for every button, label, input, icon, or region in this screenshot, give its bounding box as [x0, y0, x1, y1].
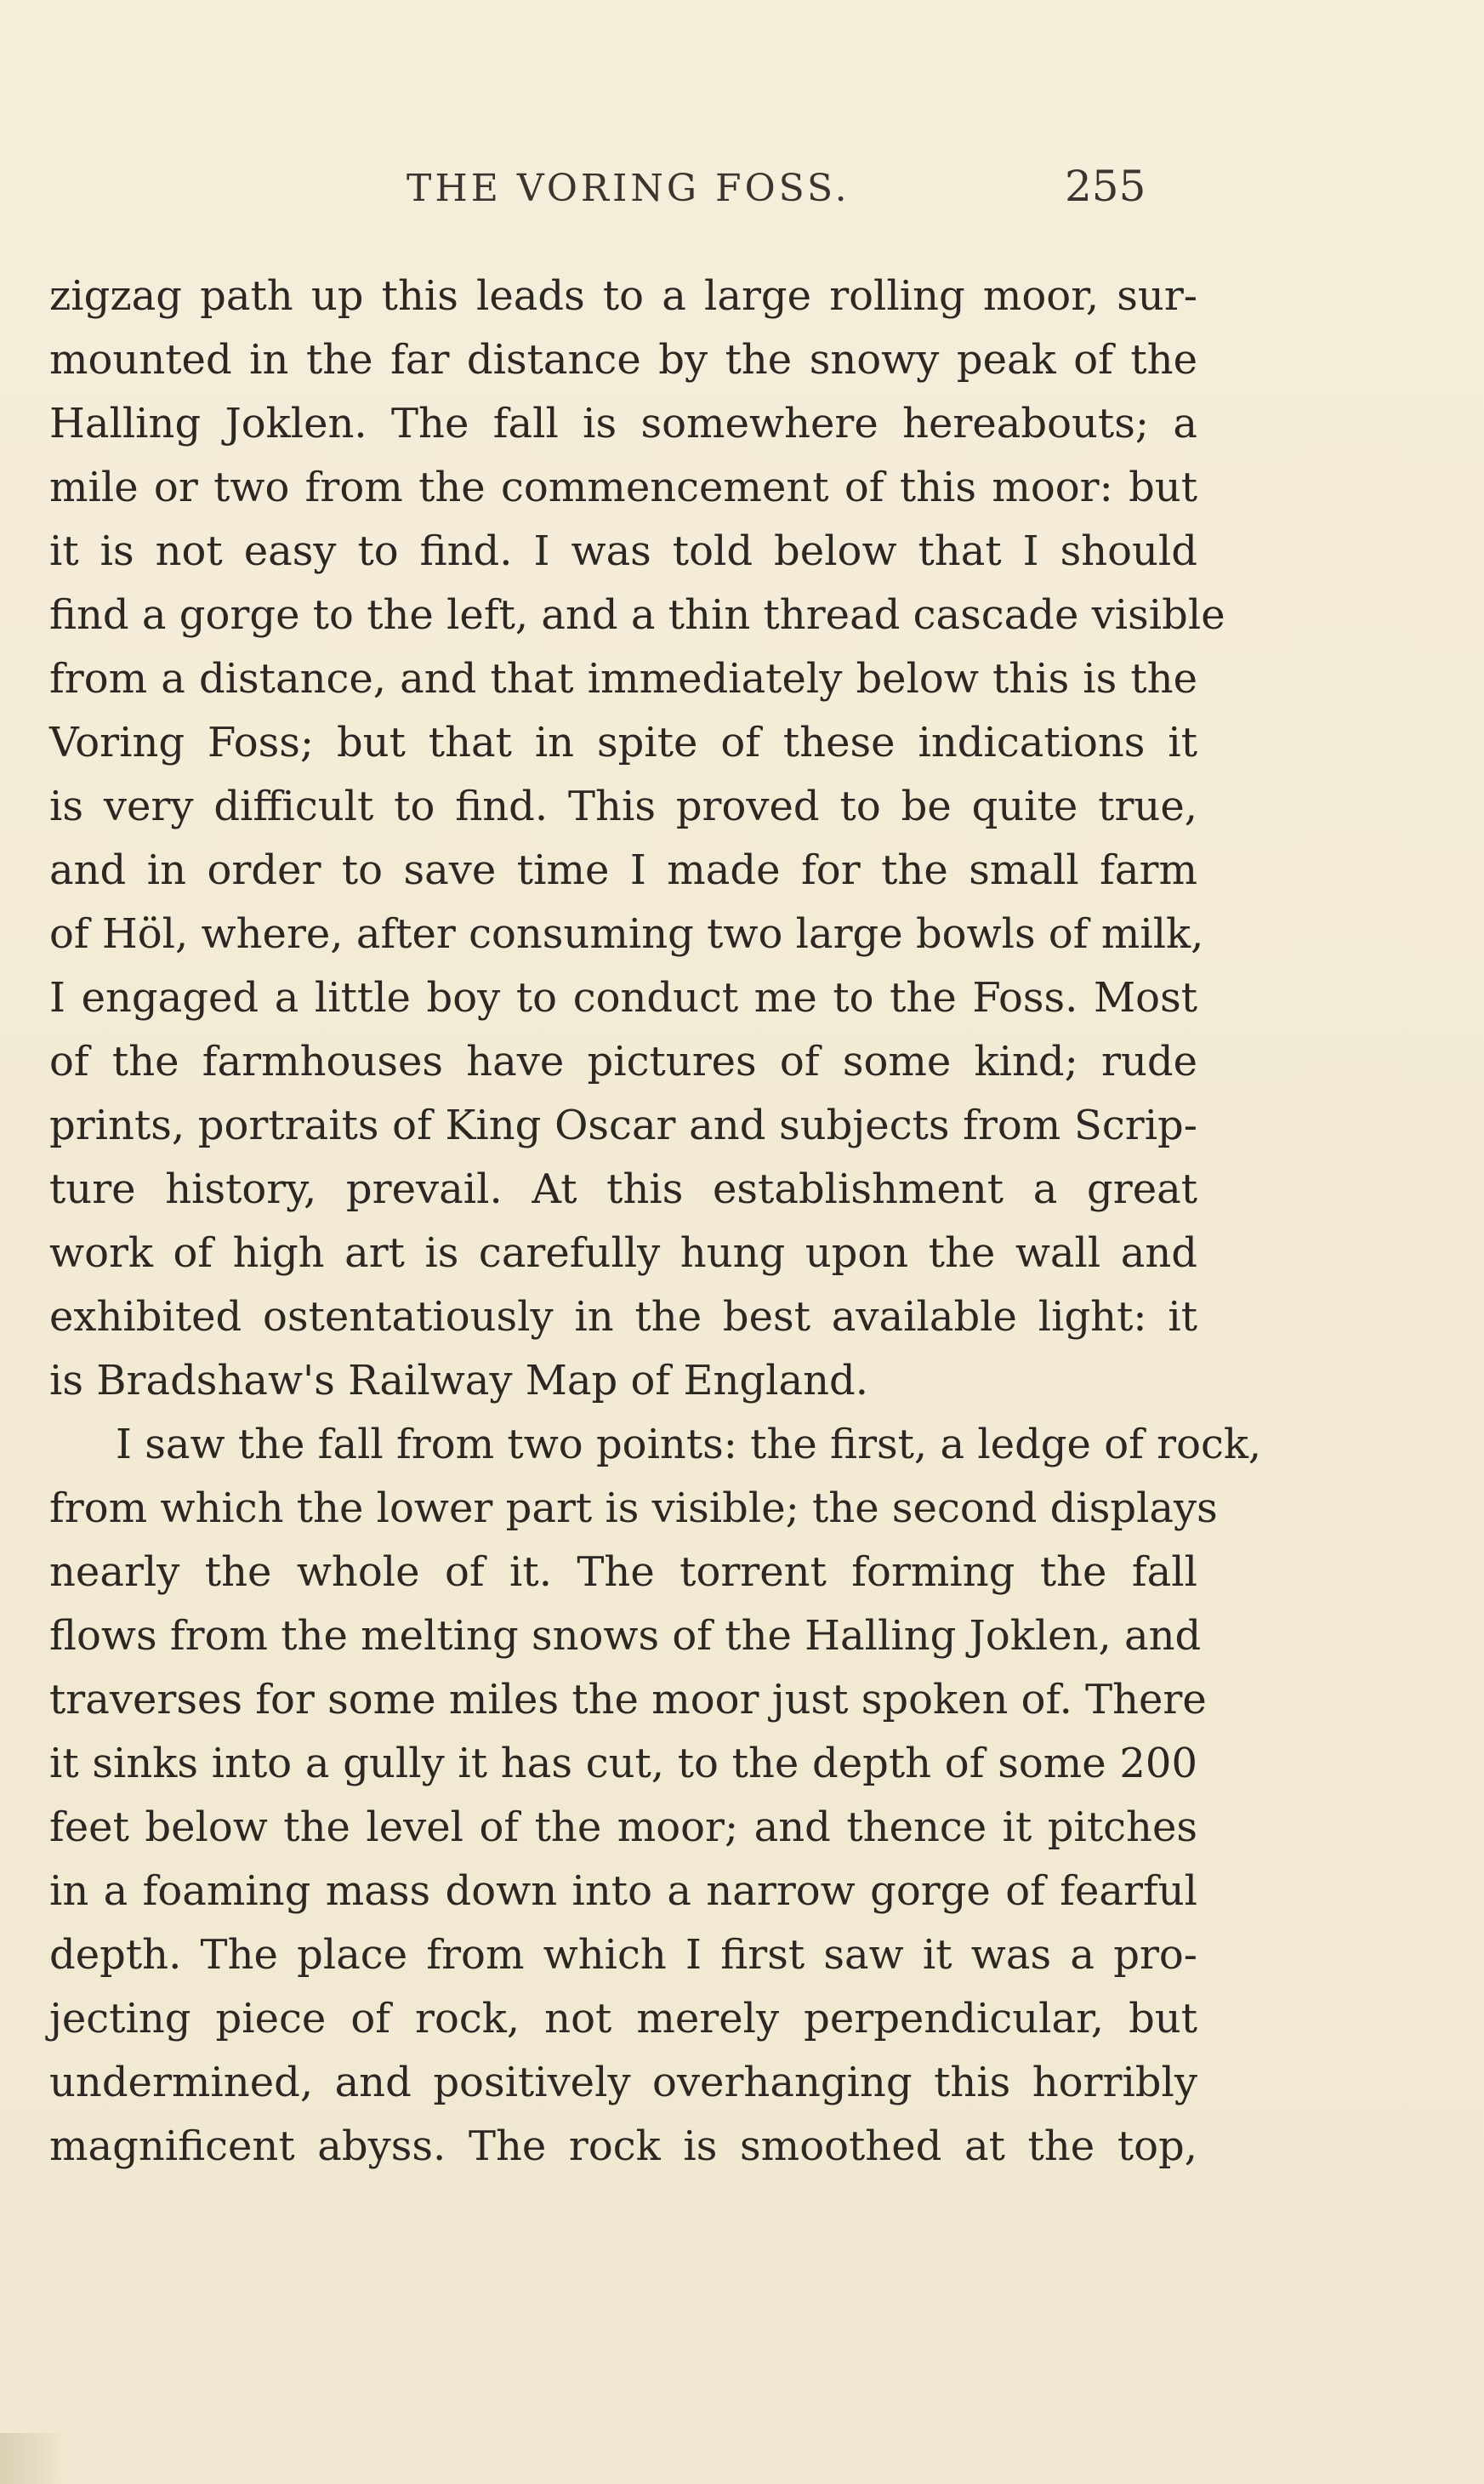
text-line: magnificent abyss. The rock is smoothed at the top,: [49, 2122, 1197, 2170]
text-line: from a distance, and that immediately below this is the: [49, 655, 1197, 703]
text-line: from which the lower part is visible; the second displays: [49, 1484, 1218, 1532]
text-line: exhibited ostentatiously in the best available light: it: [49, 1293, 1197, 1341]
running-title: THE VORING FOSS.: [407, 167, 850, 210]
text-line: and in order to save time I made for the small farm: [49, 846, 1197, 894]
text-line: it sinks into a gully it has cut, to the depth of some 200: [49, 1740, 1197, 1787]
paragraph-start-line: I saw the fall from two points: the first, a ledge of rock,: [116, 1421, 1262, 1468]
text-line: zigzag path up this leads to a large rolling moor, sur-: [49, 272, 1197, 320]
text-line: work of high art is carefully hung upon the wall and: [49, 1229, 1197, 1277]
text-line: Halling Joklen. The fall is somewhere hereabouts; a: [49, 400, 1197, 447]
text-line: of the farmhouses have pictures of some kind; rude: [49, 1038, 1197, 1085]
text-line: prints, portraits of King Oscar and subjects from Scrip-: [49, 1102, 1197, 1149]
text-line: jecting piece of rock, not merely perpendicular, but: [49, 1995, 1197, 2042]
page-edge-shadow: [0, 2433, 68, 2484]
text-line: mounted in the far distance by the snowy peak of the: [49, 336, 1197, 384]
text-line: nearly the whole of it. The torrent forming the fall: [49, 1548, 1197, 1596]
text-line: is very difficult to find. This proved to be quite true,: [49, 783, 1197, 830]
text-line: depth. The place from which I first saw it was a pro-: [49, 1931, 1197, 1979]
text-line: it is not easy to find. I was told below that I should: [49, 527, 1197, 575]
text-line: feet below the level of the moor; and thence it pitches: [49, 1803, 1197, 1851]
text-line: I engaged a little boy to conduct me to the Foss. Most: [49, 974, 1197, 1022]
text-line: flows from the melting snows of the Halling Joklen, and: [49, 1612, 1202, 1660]
text-line: of Höl, where, after consuming two large bowls of milk,: [49, 910, 1204, 958]
text-line: mile or two from the commencement of this moor: but: [49, 464, 1197, 511]
page-number: 255: [1065, 162, 1146, 211]
text-line: is Bradshaw's Railway Map of England.: [49, 1357, 868, 1404]
text-line: traverses for some miles the moor just spoken of. There: [49, 1676, 1207, 1723]
text-line: find a gorge to the left, and a thin thread cascade visible: [49, 591, 1225, 639]
text-line: Voring Foss; but that in spite of these indications it: [49, 719, 1197, 766]
text-line: ture history, prevail. At this establishment a great: [49, 1165, 1197, 1213]
text-line: in a foaming mass down into a narrow gorge of fearful: [49, 1867, 1197, 1915]
text-line: undermined, and positively overhanging this horribly: [49, 2059, 1197, 2106]
